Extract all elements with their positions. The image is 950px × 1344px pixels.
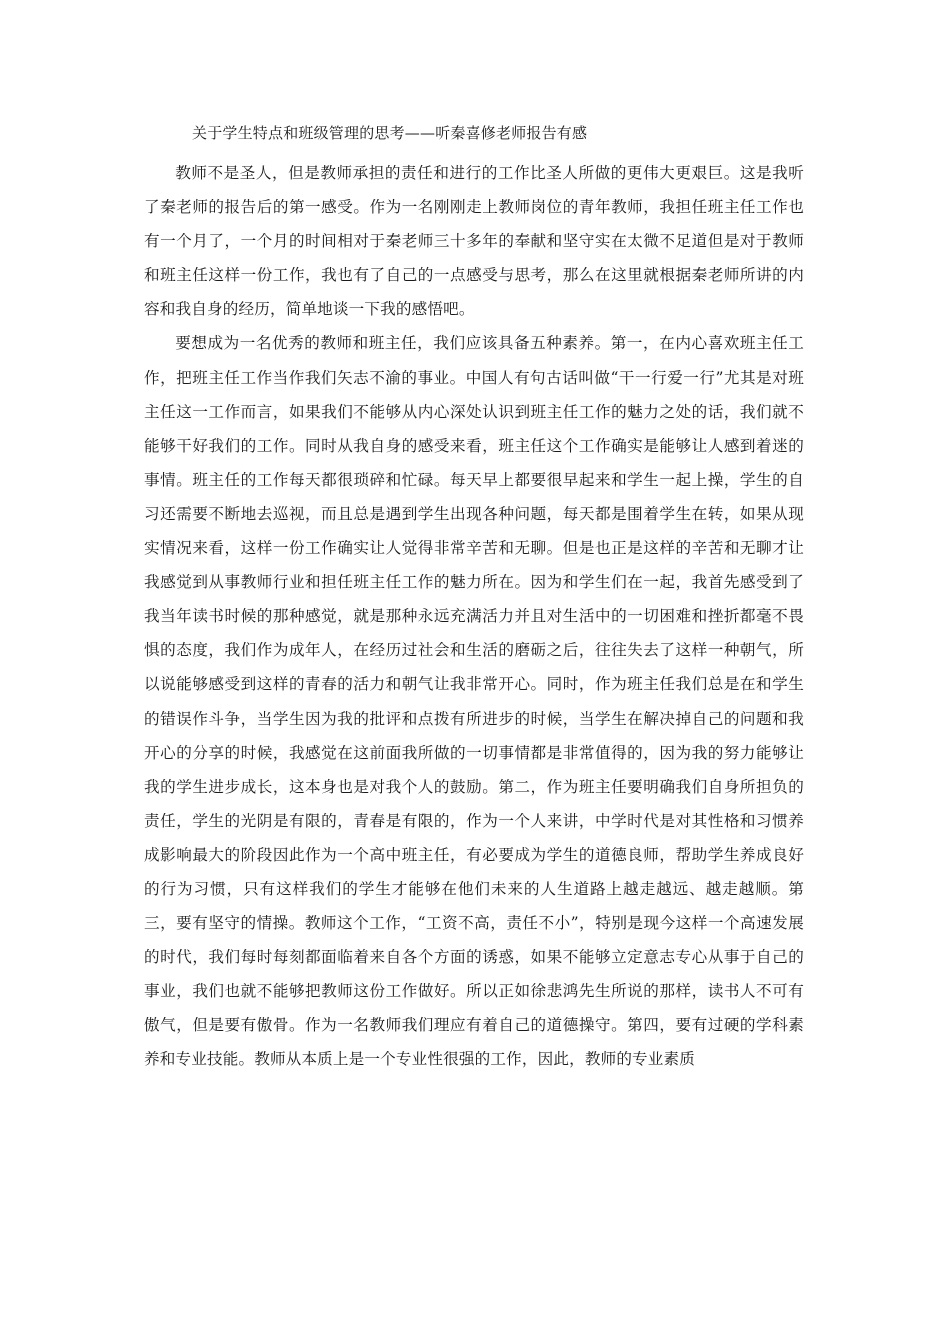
paragraph-2: 要想成为一名优秀的教师和班主任，我们应该具备五种素养。第一，在内心喜欢班主任工作，把班主任工作当作我们矢志不渝的事业。中国人有句古话叫做“干一行爱一行”尤其是对班主任这一工作而言，如果我们不能够从内心深处认识到班主任工作的魅力之处的话，我们就不能够干好我们的工作。同时从我自身的感受来看，班主任这个工作确实是能够让人感到着迷的事情。班主任的工作每天都很琐碎和忙碌。每天早上都要很早起来和学生一起上操，学生的自习还需要不断地去巡视，而且总是遇到学生出现各种问题，每天都是围着学生在转，如果从现实情况来看，这样一份工作确实让人觉得非常辛苦和无聊。但是也正是这样的辛苦和无聊才让我感觉到从事教师行业和担任班主任工作的魅力所在。因为和学生们在一起，我首先感受到了我当年读书时候的那种感觉，就是那种永远充满活力并且对生活中的一切困难和挫折都毫不畏惧的态度，我们作为成年人，在经历过社会和生活的磨砺之后，往往失去了这样一种朝气，所以说能够感受到这样的青春的活力和朝气让我非常开心。同时，作为班主任我们总是在和学生的错误作斗争，当学生因为我的批评和点拨有所进步的时候，当学生在解决掉自己的问题和我开心的分享的时候，我感觉在这前面我所做的一切事情都是非常值得的，因为我的努力能够让我的学生进步成长，这本身也是对我个人的鼓励。第二，作为班主任要明确我们自身所担负的责任，学生的光阴是有限的，青春是有限的，作为一个人来讲，中学时代是对其性格和习惯养成影响最大的阶段因此作为一个高中班主任，有必要成为学生的道德良师，帮助学生养成良好的行为习惯，只有这样我们的学生才能够在他们未来的人生道路上越走越远、越走越顺。第三，要有坚守的情操。教师这个工作，“工资不高，责任不小”，特别是现今这样一个高速发展的时代，我们每时每刻都面临着来自各个方面的诱惑，如果不能够立定意志专心从事于自己的事业，我们也就不能够把教师这份工作做好。所以正如徐悲鸿先生所说的那样，读书人不可有傲气，但是要有傲骨。作为一名教师我们理应有着自己的道德操守。第四，要有过硬的学科素养和专业技能。教师从本质上是一个专业性很强的工作，因此，教师的专业素质 bbox=[144, 334, 804, 1069]
document-title: 关于学生特点和班级管理的思考——听秦喜修老师报告有感 bbox=[192, 124, 588, 142]
paragraph-1: 教师不是圣人，但是教师承担的责任和进行的工作比圣人所做的更伟大更艰巨。这是我听了秦老师的报告后的第一感受。作为一名刚刚走上教师岗位的青年教师，我担任班主任工作也有一个月了，一个月的时间相对于秦老师三十多年的奉献和坚守实在太微不足道但是对于教师和班主任这样一份工作，我也有了自己的一点感受与思考，那么在这里就根据秦老师所讲的内容和我自身的经历，简单地谈一下我的感悟吧。 bbox=[144, 164, 804, 319]
document-body bbox=[144, 156, 804, 1077]
